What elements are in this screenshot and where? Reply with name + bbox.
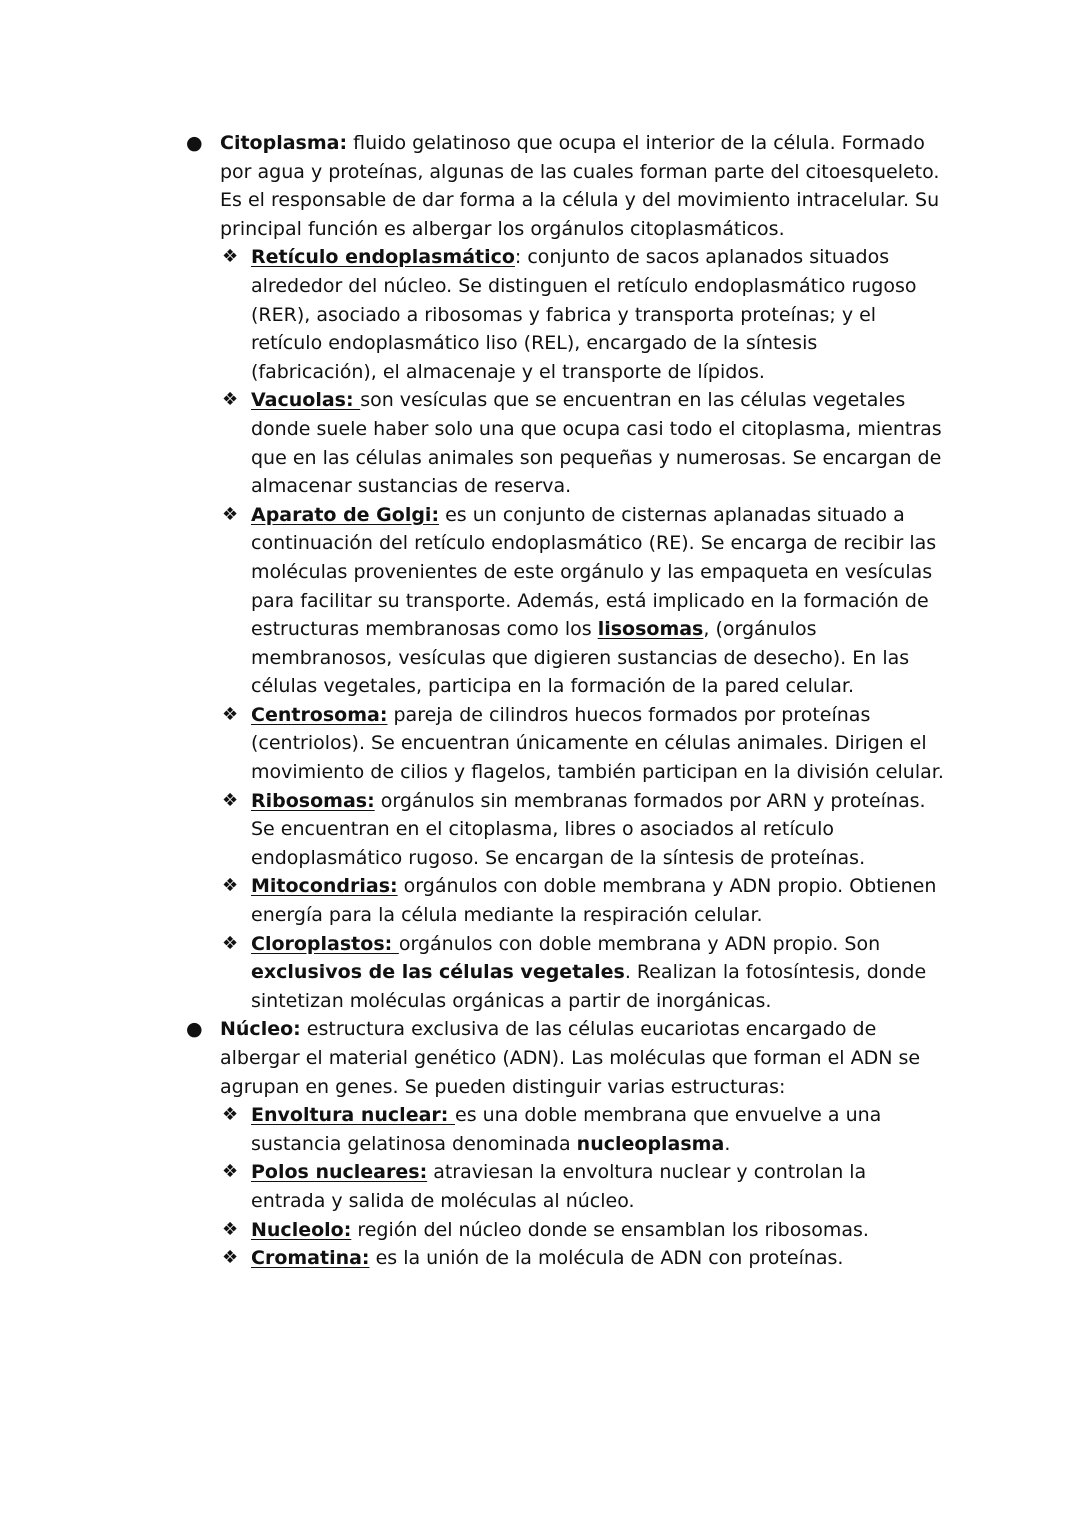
cromatina-text: es la unión de la molécula de ADN con proteínas.: [369, 1247, 844, 1270]
list-item-ribosomas: [186, 787, 946, 873]
nucleo-paragraph: [220, 1015, 946, 1101]
document-body: [186, 129, 946, 1273]
term-vacuolas: Vacuolas:: [251, 389, 361, 412]
term-nucleo: Núcleo:: [220, 1018, 301, 1041]
centrosoma-text: pareja de cilindros huecos formados por proteínas (centriolos). Se encuentran únicamente en células animales. Dirigen el movimiento de cilios y flagelos, también participan en la división celular.: [251, 703, 944, 784]
nucleolo-text: región del núcleo donde se ensamblan los ribosomas.: [351, 1218, 869, 1241]
diamond-bullet-icon: ❖: [222, 1104, 239, 1126]
diamond-bullet-icon: ❖: [222, 703, 239, 725]
list-item-vacuolas: [186, 386, 946, 500]
term-envoltura: Envoltura nuclear:: [251, 1104, 455, 1127]
term-nucleolo: Nucleolo:: [251, 1218, 352, 1241]
list-item-golgi: [186, 501, 946, 701]
bullet-icon: ●: [186, 132, 203, 154]
term-polos: Polos nucleares:: [251, 1161, 428, 1184]
cloroplastos-bold: exclusivos de las células vegetales: [251, 961, 625, 984]
reticulo-text: : conjunto de sacos aplanados situados alrededor del núcleo. Se distinguen el retículo endoplasmático rugoso (RER), asociado a ribosomas y fabrica y transporta proteínas; y el retículo endoplasmático liso (REL), encargado de la síntesis (fabricación), el almacenaje y el transporte de lípidos.: [251, 246, 917, 383]
ribosomas-text: orgánulos sin membranas formados por ARN y proteínas. Se encuentran en el citoplasma, libres o asociados al retículo endoplasmático rugoso. Se encargan de la síntesis de proteínas.: [251, 789, 926, 869]
list-item-citoplasma: [186, 129, 946, 243]
diamond-bullet-icon: ❖: [222, 875, 239, 897]
term-golgi: Aparato de Golgi:: [251, 503, 440, 526]
cloroplastos-text-2: . Realizan la fotosíntesis, donde sintetizan moléculas orgánicas a partir de inorgánicas.: [251, 961, 927, 1012]
list-item-polos: [186, 1158, 946, 1215]
diamond-bullet-icon: ❖: [222, 246, 239, 268]
term-ribosomas: Ribosomas:: [251, 789, 375, 812]
diamond-bullet-icon: ❖: [222, 503, 239, 525]
envoltura-text: es una doble membrana que envuelve a una sustancia gelatinosa denominada: [251, 1104, 882, 1155]
mitocondrias-text: orgánulos con doble membrana y ADN propio. Obtienen energía para la célula mediante la respiración celular.: [251, 875, 937, 927]
vacuolas-text: son vesículas que se encuentran en las células vegetales donde suele haber solo una que ocupa casi todo el citoplasma, mientras que en las células animales son pequeñas y numerosas. Se encargan de almacenar sustancias de reserva.: [251, 389, 942, 498]
term-centrosoma: Centrosoma:: [251, 703, 388, 726]
envoltura-text-2: .: [724, 1132, 731, 1155]
citoplasma-paragraph: [220, 129, 946, 243]
term-reticulo: Retículo endoplasmático: [251, 246, 515, 269]
diamond-bullet-icon: ❖: [222, 1218, 239, 1240]
golgi-text: es un conjunto de cisternas aplanadas situado a continuación del retículo endoplasmático (RE). Se encarga de recibir las moléculas provenientes de este orgánulo y las empaqueta en vesículas para facilitar su transporte. Además, está implicado en la formación de estructuras membranosas como los: [251, 503, 937, 641]
cloroplastos-text: orgánulos con doble membrana y ADN propio. Son: [398, 932, 881, 955]
term-mitocondrias: Mitocondrias:: [251, 875, 398, 898]
golgi-text-2: , (orgánulos membranosos, vesículas que digieren sustancias de desecho). En las células vegetales, participa en la formación de la pared celular.: [251, 618, 910, 698]
list-item-nucleo: [186, 1015, 946, 1101]
list-item-cloroplastos: [186, 930, 946, 1016]
diamond-bullet-icon: ❖: [222, 789, 239, 811]
diamond-bullet-icon: ❖: [222, 1247, 239, 1269]
diamond-bullet-icon: ❖: [222, 1161, 239, 1183]
polos-text: atraviesan la envoltura nuclear y controlan la entrada y salida de moléculas al núcleo.: [251, 1161, 867, 1212]
citoplasma-text: fluido gelatinoso que ocupa el interior de la célula. Formado por agua y proteínas, algunas de las cuales forman parte del citoesqueleto. Es el responsable de dar forma a la célula y del movimiento intracelular. Su principal función es albergar los orgánulos citoplasmáticos.: [220, 132, 940, 240]
term-lisosomas: lisosomas: [597, 618, 704, 641]
list-item-centrosoma: [186, 701, 946, 787]
diamond-bullet-icon: ❖: [222, 389, 239, 411]
list-item-cromatina: [186, 1244, 946, 1273]
list-item-mitocondrias: [186, 872, 946, 929]
term-cloroplastos: Cloroplastos:: [251, 932, 399, 955]
term-citoplasma: Citoplasma:: [220, 132, 348, 154]
list-item-nucleolo: [186, 1216, 946, 1245]
term-cromatina: Cromatina:: [251, 1247, 370, 1270]
bullet-icon: ●: [186, 1018, 203, 1041]
list-item-envoltura: [186, 1101, 946, 1158]
envoltura-bold: nucleoplasma: [576, 1132, 725, 1155]
diamond-bullet-icon: ❖: [222, 932, 239, 954]
nucleo-sublist: [186, 1101, 946, 1273]
list-item-reticulo: [186, 243, 946, 386]
citoplasma-sublist: [186, 243, 946, 1015]
nucleo-text: estructura exclusiva de las células eucariotas encargado de albergar el material genético (ADN). Las moléculas que forman el ADN se agrupan en genes. Se pueden distinguir varias estructuras:: [220, 1018, 921, 1098]
